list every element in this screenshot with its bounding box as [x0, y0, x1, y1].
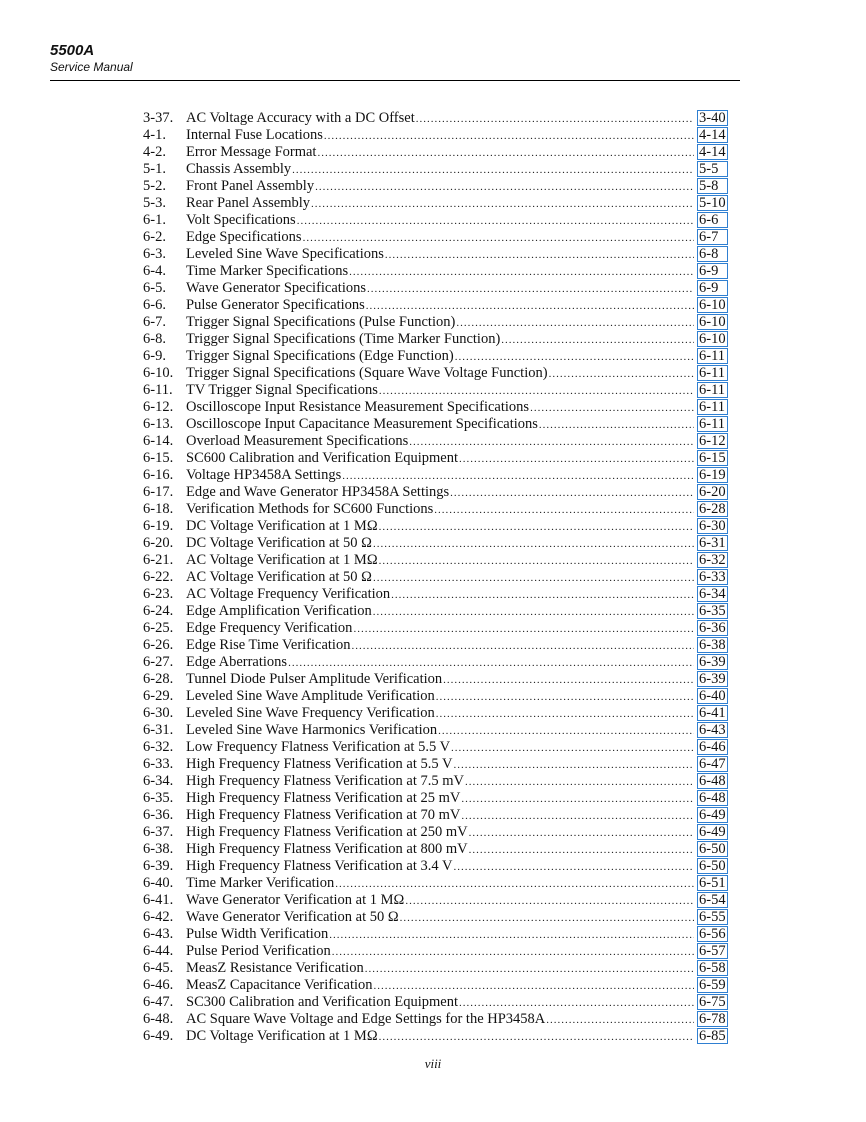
- toc-entry-title: Wave Generator Specifications: [186, 280, 367, 296]
- toc-page-link[interactable]: 6-43: [697, 722, 728, 738]
- toc-page-link[interactable]: 6-40: [697, 688, 728, 704]
- toc-entry-number: 6-24.: [143, 603, 174, 619]
- dot-leader: [409, 434, 694, 451]
- doc-subtitle: Service Manual: [50, 60, 133, 74]
- toc-entry-title: Error Message Format: [186, 144, 317, 160]
- toc-entry-number: 5-2.: [143, 178, 166, 194]
- toc-page-link[interactable]: 4-14: [697, 127, 728, 143]
- toc-entry-number: 6-6.: [143, 297, 166, 313]
- toc-entry-number: 6-44.: [143, 943, 174, 959]
- toc-entry-title: High Frequency Flatness Verification at 25 mV: [186, 790, 461, 806]
- toc-row: [143, 773, 728, 790]
- dot-leader: [530, 400, 694, 417]
- toc-entry-title: Oscilloscope Input Resistance Measurement Specifications: [186, 399, 530, 415]
- dot-leader: [549, 366, 694, 383]
- toc-row: [143, 110, 728, 127]
- toc-page-link[interactable]: 6-6: [697, 212, 728, 228]
- toc-entry-title: Edge Frequency Verification: [186, 620, 353, 636]
- toc-page-link[interactable]: 6-9: [697, 280, 728, 296]
- dot-leader: [351, 638, 694, 655]
- toc-entry-title: Trigger Signal Specifications (Square Wave Voltage Function): [186, 365, 548, 381]
- dot-leader: [546, 1012, 694, 1029]
- toc-row: [143, 467, 728, 484]
- toc-page-link[interactable]: 6-50: [697, 858, 728, 874]
- toc-entry-number: 6-35.: [143, 790, 174, 806]
- toc-row: [143, 688, 728, 705]
- dot-leader: [385, 247, 694, 264]
- toc-page-link[interactable]: 6-15: [697, 450, 728, 466]
- dot-leader: [453, 757, 694, 774]
- dot-leader: [353, 621, 694, 638]
- toc-row: [143, 909, 728, 926]
- toc-entry-title: Low Frequency Flatness Verification at 5.5 V: [186, 739, 451, 755]
- dot-leader: [469, 842, 694, 859]
- toc-entry-number: 6-33.: [143, 756, 174, 772]
- toc-entry-title: Leveled Sine Wave Harmonics Verification: [186, 722, 438, 738]
- toc-row: [143, 484, 728, 501]
- toc-row: [143, 263, 728, 280]
- toc-page-link[interactable]: 6-30: [697, 518, 728, 534]
- dot-leader: [373, 536, 694, 553]
- dot-leader: [451, 740, 694, 757]
- dot-leader: [434, 502, 694, 519]
- toc-entry-number: 6-42.: [143, 909, 174, 925]
- toc-entry-title: Verification Methods for SC600 Functions: [186, 501, 434, 517]
- dot-leader: [367, 281, 694, 298]
- toc-row: [143, 450, 728, 467]
- toc-row: [143, 841, 728, 858]
- dot-leader: [416, 111, 694, 128]
- toc-entry-number: 6-15.: [143, 450, 174, 466]
- dot-leader: [405, 893, 694, 910]
- toc-page-link[interactable]: 6-7: [697, 229, 728, 245]
- toc-page-link[interactable]: 6-46: [697, 739, 728, 755]
- toc-entry-title: AC Voltage Verification at 1 MΩ: [186, 552, 378, 568]
- toc-row: [143, 297, 728, 314]
- toc-page-link[interactable]: 6-36: [697, 620, 728, 636]
- toc-row: [143, 586, 728, 603]
- toc-row: [143, 654, 728, 671]
- toc-row: [143, 161, 728, 178]
- toc-entry-title: Time Marker Specifications: [186, 263, 349, 279]
- toc-page-link[interactable]: 6-47: [697, 756, 728, 772]
- toc-entry-title: Pulse Width Verification: [186, 926, 329, 942]
- toc-entry-number: 6-26.: [143, 637, 174, 653]
- dot-leader: [391, 587, 694, 604]
- toc-page-link[interactable]: 6-11: [697, 365, 728, 381]
- toc-entry-title: TV Trigger Signal Specifications: [186, 382, 378, 398]
- toc-row: [143, 331, 728, 348]
- toc-page-link[interactable]: 6-31: [697, 535, 728, 551]
- toc-row: [143, 671, 728, 688]
- toc-row: [143, 348, 728, 365]
- toc-entry-number: 6-21.: [143, 552, 174, 568]
- toc-page-link[interactable]: 5-8: [697, 178, 728, 194]
- toc-entry-number: 6-40.: [143, 875, 174, 891]
- toc-entry-number: 5-1.: [143, 161, 166, 177]
- dot-leader: [459, 451, 694, 468]
- toc-page-link[interactable]: 6-9: [697, 263, 728, 279]
- toc-page-link[interactable]: 6-78: [697, 1011, 728, 1027]
- toc-entry-title: DC Voltage Verification at 1 MΩ: [186, 518, 378, 534]
- toc-entry-number: 6-12.: [143, 399, 174, 415]
- toc-page-link[interactable]: 6-75: [697, 994, 728, 1010]
- toc-row: [143, 229, 728, 246]
- toc-entry-number: 6-14.: [143, 433, 174, 449]
- toc-entry-number: 6-17.: [143, 484, 174, 500]
- toc-entry-title: SC300 Calibration and Verification Equipment: [186, 994, 458, 1010]
- toc-page-link[interactable]: 6-10: [697, 297, 728, 313]
- toc-page-link[interactable]: 5-10: [697, 195, 728, 211]
- dot-leader: [374, 978, 694, 995]
- toc-page-link[interactable]: 6-20: [697, 484, 728, 500]
- toc-entry-title: Time Marker Verification: [186, 875, 335, 891]
- toc-row: [143, 790, 728, 807]
- toc-entry-number: 6-16.: [143, 467, 174, 483]
- toc-row: [143, 603, 728, 620]
- toc-entry-number: 6-10.: [143, 365, 174, 381]
- toc-page-link[interactable]: 6-59: [697, 977, 728, 993]
- toc-page-link[interactable]: 6-57: [697, 943, 728, 959]
- toc-page-link[interactable]: 6-58: [697, 960, 728, 976]
- toc-entry-title: Edge Aberrations: [186, 654, 288, 670]
- dot-leader: [501, 332, 694, 349]
- toc-entry-number: 6-31.: [143, 722, 174, 738]
- toc-row: [143, 246, 728, 263]
- toc-page-link[interactable]: 6-11: [697, 382, 728, 398]
- header-rule: [50, 80, 740, 81]
- toc-entry-number: 6-9.: [143, 348, 166, 364]
- dot-leader: [400, 910, 694, 927]
- toc-row: [143, 552, 728, 569]
- toc-entry-title: Trigger Signal Specifications (Pulse Function): [186, 314, 456, 330]
- toc-page-link[interactable]: 6-28: [697, 501, 728, 517]
- toc-entry-title: AC Voltage Verification at 50 Ω: [186, 569, 372, 585]
- toc-page-link[interactable]: 6-10: [697, 314, 728, 330]
- toc-row: [143, 144, 728, 161]
- toc-entry-number: 6-34.: [143, 773, 174, 789]
- toc-entry-title: Internal Fuse Locations: [186, 127, 323, 143]
- toc-page-link[interactable]: 6-34: [697, 586, 728, 602]
- toc-entry-number: 6-37.: [143, 824, 174, 840]
- toc-page-link[interactable]: 6-11: [697, 399, 728, 415]
- toc-row: [143, 892, 728, 909]
- toc-entry-title: High Frequency Flatness Verification at 800 mV: [186, 841, 468, 857]
- toc-page-link[interactable]: 5-5: [697, 161, 728, 177]
- toc-entry-title: Edge Specifications: [186, 229, 302, 245]
- toc-row: [143, 314, 728, 331]
- toc-page-link[interactable]: 6-8: [697, 246, 728, 262]
- toc-entry-title: Pulse Period Verification: [186, 943, 331, 959]
- toc-page-link[interactable]: 6-41: [697, 705, 728, 721]
- toc-entry-title: DC Voltage Verification at 50 Ω: [186, 535, 372, 551]
- toc-entry-number: 6-19.: [143, 518, 174, 534]
- toc-entry-number: 6-30.: [143, 705, 174, 721]
- dot-leader: [469, 825, 694, 842]
- toc-entry-number: 6-4.: [143, 263, 166, 279]
- toc-entry-title: MeasZ Capacitance Verification: [186, 977, 373, 993]
- toc-entry-number: 6-41.: [143, 892, 174, 908]
- toc-entry-title: Edge Rise Time Verification: [186, 637, 351, 653]
- toc-entry-number: 6-46.: [143, 977, 174, 993]
- dot-leader: [311, 196, 694, 213]
- toc-page-link[interactable]: 6-19: [697, 467, 728, 483]
- dot-leader: [366, 298, 694, 315]
- toc-row: [143, 1028, 728, 1045]
- toc-row: [143, 127, 728, 144]
- toc-page-link[interactable]: 3-40: [697, 110, 728, 126]
- toc-entry-title: Trigger Signal Specifications (Time Marker Function): [186, 331, 501, 347]
- dot-leader: [329, 927, 694, 944]
- toc-row: [143, 926, 728, 943]
- toc-entry-title: Front Panel Assembly: [186, 178, 315, 194]
- toc-entry-number: 6-48.: [143, 1011, 174, 1027]
- toc-entry-title: Volt Specifications: [186, 212, 296, 228]
- toc-row: [143, 960, 728, 977]
- toc-page-link[interactable]: 6-48: [697, 790, 728, 806]
- toc-row: [143, 858, 728, 875]
- toc-entry-title: AC Voltage Accuracy with a DC Offset: [186, 110, 415, 126]
- toc-entry-title: Edge Amplification Verification: [186, 603, 372, 619]
- dot-leader: [436, 706, 694, 723]
- toc-entry-title: Wave Generator Verification at 1 MΩ: [186, 892, 405, 908]
- dot-leader: [342, 468, 694, 485]
- toc-entry-number: 6-1.: [143, 212, 166, 228]
- dot-leader: [379, 519, 694, 536]
- toc-entry-number: 6-25.: [143, 620, 174, 636]
- dot-leader: [379, 383, 694, 400]
- dot-leader: [335, 876, 694, 893]
- toc-entry-number: 6-28.: [143, 671, 174, 687]
- toc-entry-number: 6-7.: [143, 314, 166, 330]
- dot-leader: [373, 604, 694, 621]
- toc-entry-number: 6-20.: [143, 535, 174, 551]
- toc-page-link[interactable]: 6-35: [697, 603, 728, 619]
- toc-entry-number: 6-49.: [143, 1028, 174, 1044]
- toc-page-link[interactable]: 6-10: [697, 331, 728, 347]
- toc-entry-number: 4-2.: [143, 144, 166, 160]
- toc-row: [143, 178, 728, 195]
- dot-leader: [297, 213, 694, 230]
- dot-leader: [455, 349, 694, 366]
- toc-entry-number: 6-13.: [143, 416, 174, 432]
- toc-row: [143, 824, 728, 841]
- dot-leader: [459, 995, 694, 1012]
- toc-entry-title: High Frequency Flatness Verification at 250 mV: [186, 824, 468, 840]
- toc-entry-title: Trigger Signal Specifications (Edge Function): [186, 348, 454, 364]
- toc-entry-title: AC Voltage Frequency Verification: [186, 586, 391, 602]
- toc-entry-number: 6-22.: [143, 569, 174, 585]
- dot-leader: [349, 264, 694, 281]
- dot-leader: [332, 944, 694, 961]
- dot-leader: [315, 179, 694, 196]
- toc-page-link[interactable]: 6-12: [697, 433, 728, 449]
- toc-page-link[interactable]: 4-14: [697, 144, 728, 160]
- dot-leader: [438, 723, 694, 740]
- toc-page-link[interactable]: 6-32: [697, 552, 728, 568]
- toc-entry-number: 6-32.: [143, 739, 174, 755]
- toc-page-link[interactable]: 6-85: [697, 1028, 728, 1044]
- dot-leader: [461, 808, 694, 825]
- toc-row: [143, 280, 728, 297]
- toc-page-link[interactable]: 6-51: [697, 875, 728, 891]
- toc-entry-title: MeasZ Resistance Verification: [186, 960, 364, 976]
- dot-leader: [539, 417, 694, 434]
- toc-row: [143, 875, 728, 892]
- toc-entry-number: 6-11.: [143, 382, 173, 398]
- toc-page-link[interactable]: 6-11: [697, 416, 728, 432]
- toc-entry-title: Wave Generator Verification at 50 Ω: [186, 909, 399, 925]
- toc-entry-number: 6-36.: [143, 807, 174, 823]
- toc-row: [143, 569, 728, 586]
- toc-entry-title: AC Square Wave Voltage and Edge Settings for the HP3458A: [186, 1011, 546, 1027]
- dot-leader: [465, 774, 694, 791]
- dot-leader: [453, 859, 694, 876]
- toc-row: [143, 399, 728, 416]
- toc-entry-title: Edge and Wave Generator HP3458A Settings: [186, 484, 450, 500]
- toc-entry-number: 4-1.: [143, 127, 166, 143]
- toc-page-link[interactable]: 6-56: [697, 926, 728, 942]
- dot-leader: [317, 145, 694, 162]
- toc-row: [143, 943, 728, 960]
- toc-page-link[interactable]: 6-39: [697, 654, 728, 670]
- toc-row: [143, 1011, 728, 1028]
- toc-entry-number: 6-45.: [143, 960, 174, 976]
- toc-page-link[interactable]: 6-48: [697, 773, 728, 789]
- toc-entry-title: High Frequency Flatness Verification at 70 mV: [186, 807, 461, 823]
- toc-row: [143, 739, 728, 756]
- toc-page-link[interactable]: 6-38: [697, 637, 728, 653]
- dot-leader: [461, 791, 694, 808]
- toc-row: [143, 756, 728, 773]
- dot-leader: [365, 961, 694, 978]
- doc-title: 5500A: [50, 42, 95, 59]
- dot-leader: [324, 128, 694, 145]
- dot-leader: [450, 485, 694, 502]
- toc-entry-title: Chassis Assembly: [186, 161, 292, 177]
- toc-row: [143, 637, 728, 654]
- toc-entry-title: Leveled Sine Wave Specifications: [186, 246, 384, 262]
- dot-leader: [443, 672, 694, 689]
- toc-entry-title: DC Voltage Verification at 1 MΩ: [186, 1028, 378, 1044]
- toc-entry-number: 6-38.: [143, 841, 174, 857]
- toc-entry-title: Leveled Sine Wave Amplitude Verification: [186, 688, 435, 704]
- toc-entry-title: Oscilloscope Input Capacitance Measurement Specifications: [186, 416, 538, 432]
- toc-row: [143, 382, 728, 399]
- toc-entry-number: 6-3.: [143, 246, 166, 262]
- toc-row: [143, 620, 728, 637]
- toc-page-link[interactable]: 6-39: [697, 671, 728, 687]
- dot-leader: [379, 1029, 694, 1046]
- toc-entry-number: 6-29.: [143, 688, 174, 704]
- toc-entry-number: 5-3.: [143, 195, 166, 211]
- toc-entry-number: 6-8.: [143, 331, 166, 347]
- toc-entry-number: 6-23.: [143, 586, 174, 602]
- toc-entry-title: SC600 Calibration and Verification Equipment: [186, 450, 458, 466]
- toc-page-link[interactable]: 6-11: [697, 348, 728, 364]
- toc-page-link[interactable]: 6-54: [697, 892, 728, 908]
- toc-entry-number: 6-2.: [143, 229, 166, 245]
- toc-entry-title: High Frequency Flatness Verification at 3.4 V: [186, 858, 453, 874]
- dot-leader: [292, 162, 694, 179]
- toc-page-link[interactable]: 6-55: [697, 909, 728, 925]
- toc-entry-number: 6-18.: [143, 501, 174, 517]
- toc-entry-title: Rear Panel Assembly: [186, 195, 311, 211]
- page-header: [50, 42, 133, 74]
- toc-row: [143, 994, 728, 1011]
- toc-entry-title: Voltage HP3458A Settings: [186, 467, 342, 483]
- toc-row: [143, 365, 728, 382]
- toc-row: [143, 416, 728, 433]
- toc-entry-title: Pulse Generator Specifications: [186, 297, 365, 313]
- toc-entry-title: High Frequency Flatness Verification at 5.5 V: [186, 756, 453, 772]
- toc-entry-number: 6-47.: [143, 994, 174, 1010]
- toc-entry-title: Leveled Sine Wave Frequency Verification: [186, 705, 435, 721]
- toc-entry-number: 3-37.: [143, 110, 174, 126]
- dot-leader: [379, 553, 694, 570]
- toc-row: [143, 212, 728, 229]
- toc-row: [143, 807, 728, 824]
- dot-leader: [288, 655, 694, 672]
- toc-page-link[interactable]: 6-50: [697, 841, 728, 857]
- toc-row: [143, 195, 728, 212]
- toc-row: [143, 977, 728, 994]
- toc-entry-number: 6-43.: [143, 926, 174, 942]
- toc-entry-title: High Frequency Flatness Verification at 7.5 mV: [186, 773, 464, 789]
- toc-entry-title: Overload Measurement Specifications: [186, 433, 409, 449]
- dot-leader: [456, 315, 694, 332]
- dot-leader: [436, 689, 694, 706]
- toc-entry-number: 6-5.: [143, 280, 166, 296]
- page-number: viii: [424, 1056, 442, 1071]
- toc-entry-number: 6-39.: [143, 858, 174, 874]
- toc-row: [143, 518, 728, 535]
- toc-row: [143, 705, 728, 722]
- toc-entry-title: Tunnel Diode Pulser Amplitude Verification: [186, 671, 443, 687]
- toc-row: [143, 433, 728, 450]
- toc-row: [143, 535, 728, 552]
- toc-row: [143, 722, 728, 739]
- dot-leader: [303, 230, 694, 247]
- toc-entry-number: 6-27.: [143, 654, 174, 670]
- table-list-of-tables: [143, 110, 728, 1045]
- toc-row: [143, 501, 728, 518]
- toc-page-link[interactable]: 6-33: [697, 569, 728, 585]
- toc-page-link[interactable]: 6-49: [697, 807, 728, 823]
- dot-leader: [373, 570, 694, 587]
- toc-page-link[interactable]: 6-49: [697, 824, 728, 840]
